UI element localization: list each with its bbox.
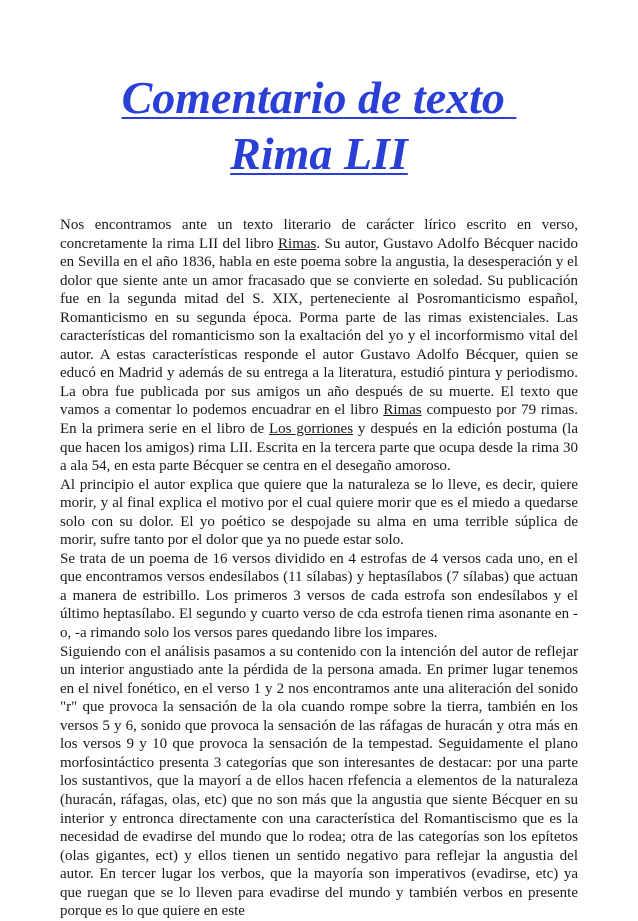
paragraph-text: . Su autor, Gustavo Adolfo Bécquer nacido en Sevilla en el año 1836, habla en este poema sobre la angustia, la desesperación y el dolor que siente ante un amor fracasado que se convierte en soledad. Su publicación fue en la segunda mitad del S. XIX, perteneciente al Posromanticismo español, Romanticismo en su segunda época. Porma parte de las rimas existenciales. Las características del romanticismo son la exaltación del yo y el incorformismo vital del autor. A estas características responde el autor Gustavo Adolfo Bécquer, quien se educó en Madrid y además de su entrega a la literatura, estudió pintura y periodismo. La obra fue publicada por sus amigos un año después de su muerte. El texto que vamos a comentar lo podemos encuadrar en el libro <box>60 235 578 419</box>
page-title-line-2 <box>60 128 578 180</box>
link-rimas-2[interactable]: Rimas <box>383 402 422 419</box>
title-text-2: Rima LII <box>230 128 408 179</box>
page-title-line-1 <box>60 72 578 124</box>
paragraph-text: y después en la edición postuma (la que hacen los amigos) rima LII. Escrita en la tercera parte que ocupa desde la rima 30 a ala 54, en esta parte Bécquer se centra en el desegaño amoroso. <box>60 421 579 475</box>
paragraph-structure: Se trata de un poema de 16 versos dividido en 4 estrofas de 4 versos cada uno, en el que encontramos versos endesílabos (11 sílabas) y heptasílabos (7 sílabas) que actuan a manera de estribillo. Los primeros 3 versos de cada estrofa son endesílabos y el último heptasílabo. El segundo y cuarto verso de cda estrofa tienen rima asonante en -o, -a rimando solo los versos pares quedando libre los impares. <box>60 550 578 642</box>
paragraph-text: compuesto por 79 rimas. En la primera serie en el libro de <box>60 402 579 438</box>
paragraph-theme: Al principio el autor explica que quiere que la naturaleza se lo lleve, es decir, quiere morir, y al final explica el motivo por el cual quiere morir que es el miedo a quedarse solo con su dolor. El yo poético se despojade su alma en uma terrible súplica de morir, sufre tanto por el dolor que ya no puede estar solo. <box>60 476 578 549</box>
document-body <box>60 216 578 921</box>
link-rimas[interactable]: Rimas <box>278 235 317 252</box>
paragraph-introduction <box>60 216 578 476</box>
paragraph-text: Nos encontramos ante un texto literario de carácter lírico escrito en verso, concretamente la rima LII del libro <box>60 217 578 252</box>
paragraph-analysis: Siguiendo con el análisis pasamos a su contenido con la intención del autor de reflejar un interior angustiado ante la pérdida de la persona amada. En primer lugar tenemos en el nivel fonético, en el verso 1 y 2 nos encontramos ante una aliteración del sonido "r" que provoca la sensación de la ola cuando rompe sobre la tierra, también en los versos 5 y 6, sonido que provoca la sensación de las ráfagas de huracán y otra más en los versos 9 y 10 que provoca la sensación de la tempestad. Seguidamente el plano morfosintáctico presenta 3 categorías que son interesantes de destacar: por una parte los sustantivos, que la mayorí a de ellos hacen rfefencia a elementos de la naturaleza (huracán, ráfagas, olas, etc) que no son más que la angustia que siente Bécquer en su interior y entronca directamente con una característica del Romantiscismo que es la necesidad de evadirse del mundo que lo rodea; otra de las categorías son los epítetos (olas gigantes, ect) y ellos tienen un sentido negativo para reflejar la angustia del autor. En tercer lugar los verbos, que la mayoría son imperativos (evadirse, etc) ya que ruegan que se lo lleven para evadirse del mundo y también verbos en presente porque es lo que quiere en este <box>60 643 578 920</box>
title-trailing-space <box>505 72 517 123</box>
link-los-gorriones[interactable]: Los gorriones <box>269 421 354 438</box>
title-text-1: Comentario de texto <box>121 72 505 123</box>
